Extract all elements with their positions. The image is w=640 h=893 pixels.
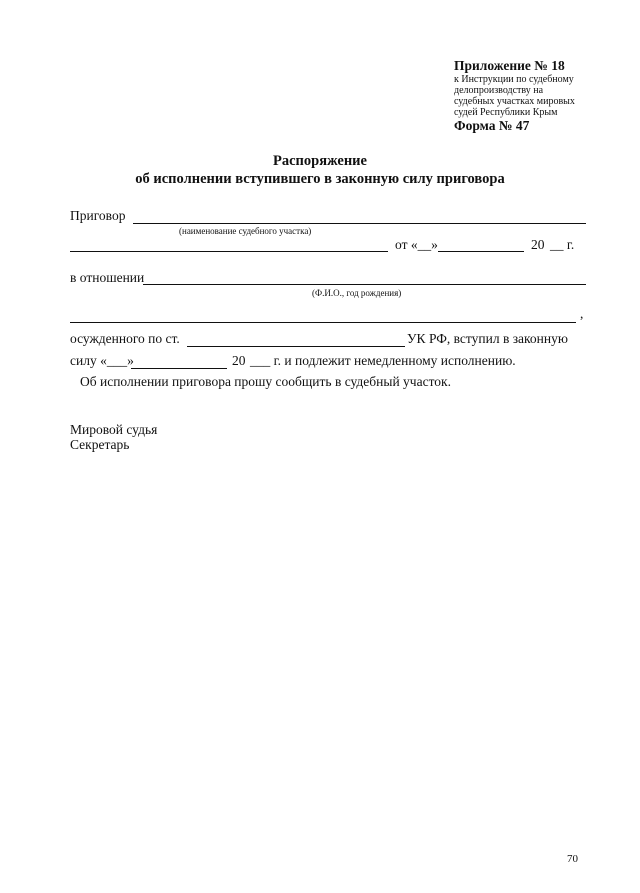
court-name-field-cont[interactable] [70, 251, 388, 252]
secretary-label: Секретарь [70, 437, 130, 452]
instruction-line-2: делопроизводству на [454, 85, 544, 96]
document-subtitle: об исполнении вступившего в законную силу приговора [135, 171, 505, 187]
execution-text: ___ г. и подлежит немедленному исполнению. [250, 353, 516, 368]
force-month-field[interactable] [131, 368, 227, 369]
person-field-cont[interactable] [70, 322, 576, 323]
judge-label: Мировой судья [70, 422, 158, 437]
force-label: силу «___» [70, 353, 134, 368]
article-field[interactable] [187, 346, 405, 347]
date-month-field[interactable] [438, 251, 524, 252]
appendix-title: Приложение № 18 [454, 58, 565, 73]
person-field[interactable] [143, 284, 586, 285]
convicted-label: осужденного по ст. [70, 331, 180, 346]
instruction-line-4: судей Республики Крым [454, 107, 558, 118]
year-prefix-2: 20 [232, 353, 246, 368]
comma: , [580, 306, 584, 321]
from-date-label: от «__» [395, 237, 438, 252]
document-title: Распоряжение [273, 153, 367, 169]
court-name-hint: (наименование судебного участка) [179, 226, 312, 236]
instruction-line-3: судебных участках мировых [454, 96, 575, 107]
regarding-label: в отношении [70, 270, 145, 285]
criminal-code-text: УК РФ, вступил в законную [407, 331, 568, 346]
year-prefix: 20 [531, 237, 545, 252]
person-hint: (Ф.И.О., год рождения) [312, 288, 402, 298]
page-number: 70 [567, 853, 578, 865]
year-suffix: __ г. [550, 237, 575, 252]
court-name-field[interactable] [133, 223, 586, 224]
form-number: Форма № 47 [454, 118, 530, 133]
request-text: Об исполнении приговора прошу сообщить в судебный участок. [80, 374, 451, 389]
verdict-label: Приговор [70, 208, 126, 223]
instruction-line-1: к Инструкции по судебному [454, 74, 574, 85]
